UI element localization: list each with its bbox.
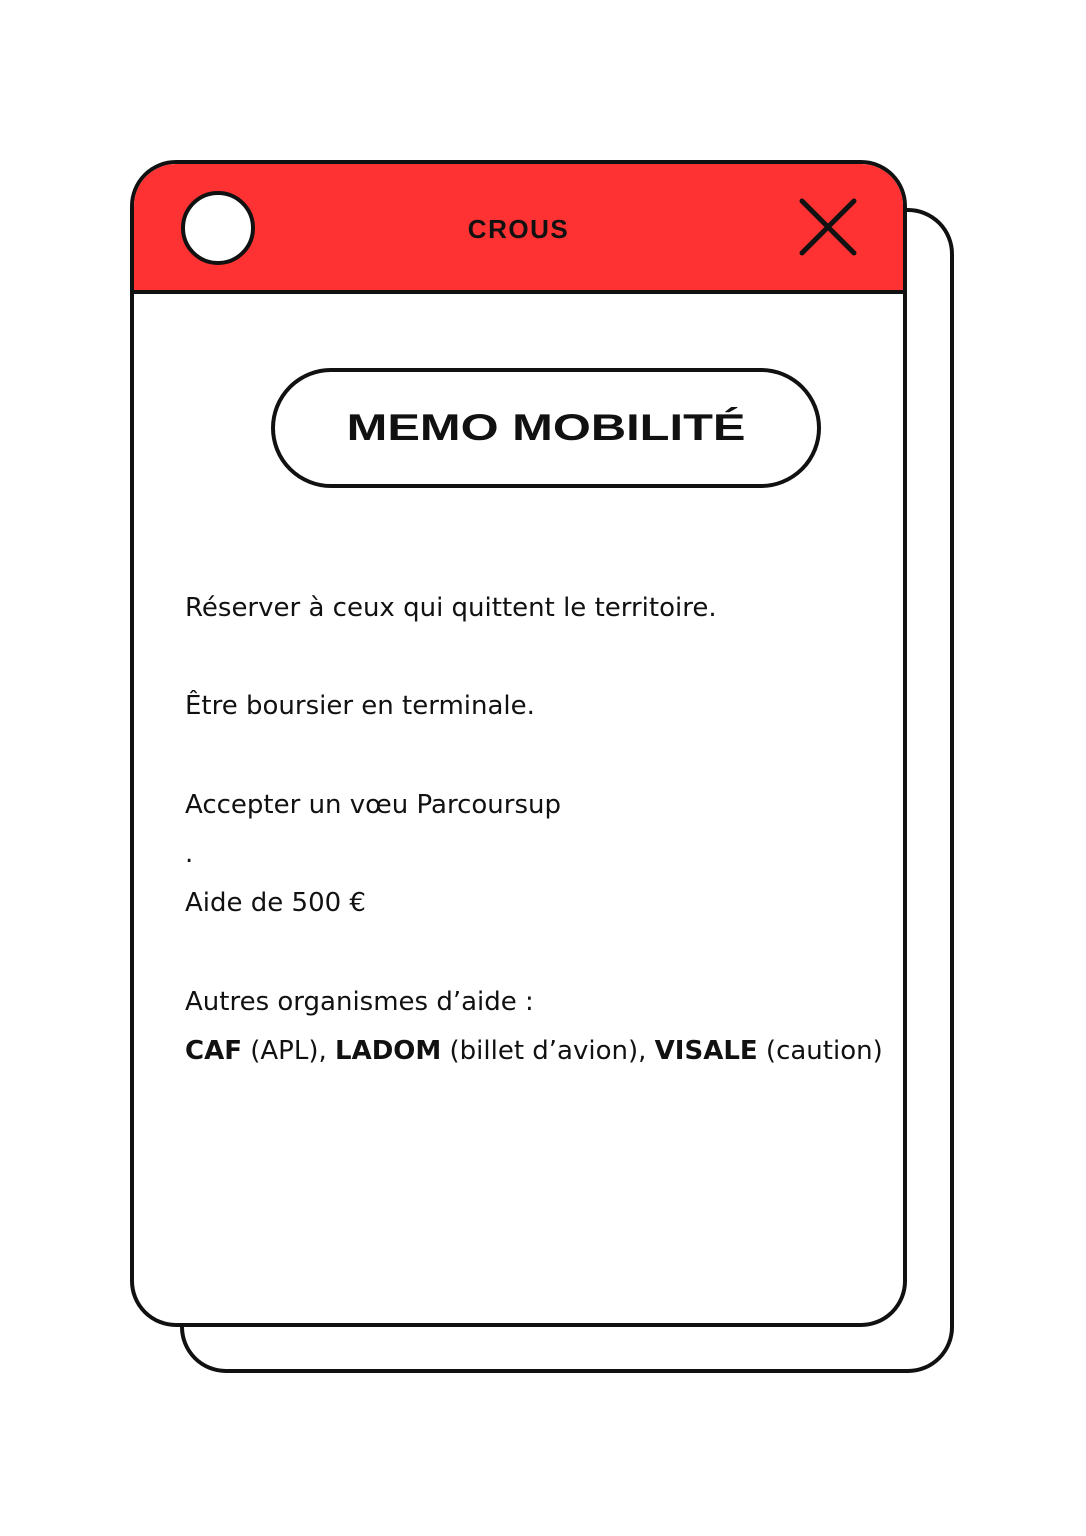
memo-window: [130, 160, 907, 1327]
heading-badge: [271, 368, 821, 488]
organism-visale-desc: (caution): [757, 1036, 883, 1066]
organism-caf: CAF: [185, 1036, 242, 1066]
window-titlebar: [134, 164, 903, 294]
organism-ladom-desc: (billet d’avion),: [441, 1036, 655, 1066]
requirement-line-1: Réserver à ceux qui quittent le territoire.: [185, 593, 717, 623]
organism-ladom: LADOM: [335, 1036, 442, 1066]
window-title: CROUS: [467, 214, 570, 244]
separator-dot: .: [185, 839, 194, 869]
page-title: MEMO MOBILITÉ: [346, 407, 746, 448]
organism-caf-desc: (APL),: [241, 1036, 335, 1066]
requirement-line-3: Accepter un vœu Parcoursup: [185, 790, 561, 820]
other-organisms-label: Autres organismes d’aide :: [185, 987, 534, 1017]
organisms-list: [185, 1035, 883, 1067]
close-icon[interactable]: [798, 197, 858, 257]
organism-visale: VISALE: [654, 1036, 758, 1066]
aid-amount: Aide de 500 €: [185, 888, 366, 918]
requirement-line-2: Être boursier en terminale.: [185, 691, 535, 721]
